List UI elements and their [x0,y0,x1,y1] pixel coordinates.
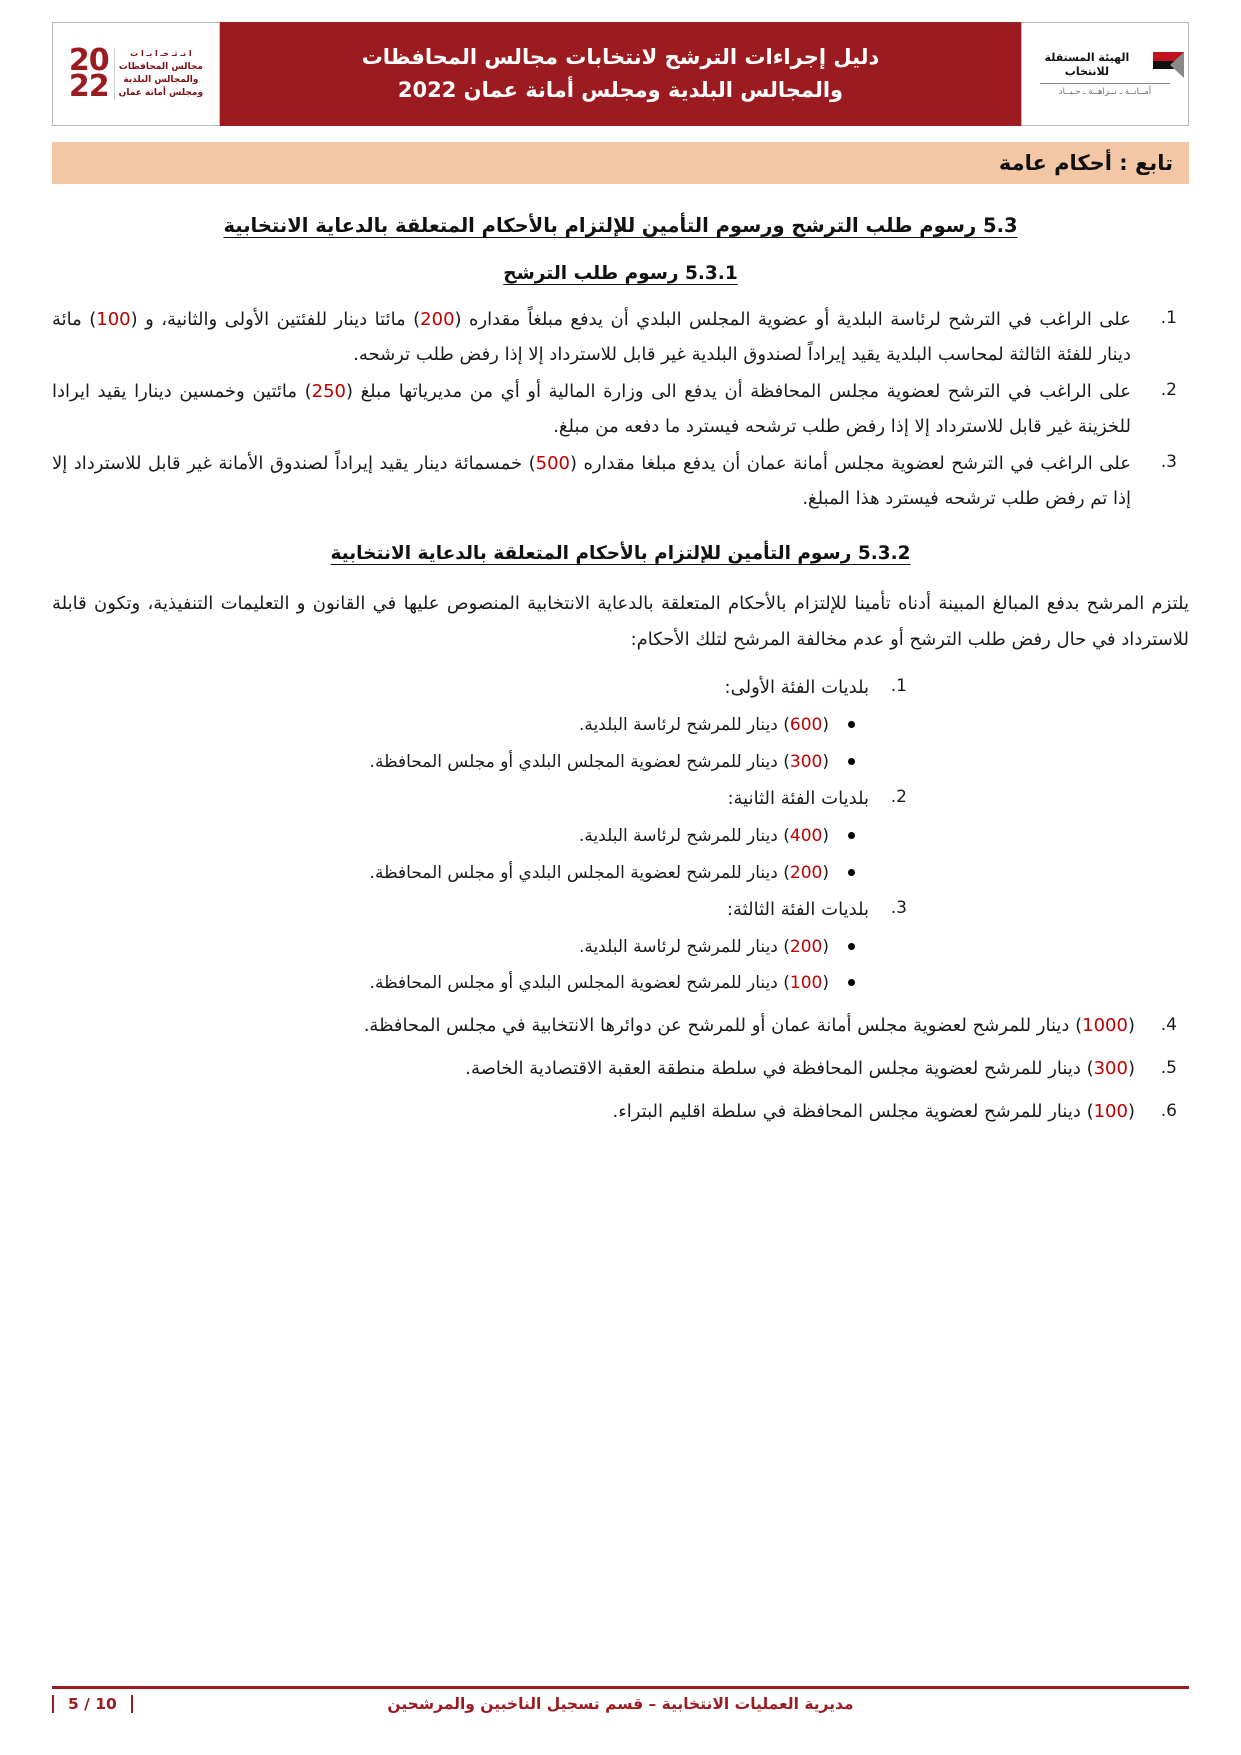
bullet-text: ) دينار للمرشح لرئاسة البلدية. [578,936,790,957]
list-item [52,1051,1135,1088]
bullet-text: ) دينار للمرشح لرئاسة البلدية. [578,826,790,847]
paren-open: ( [1127,1057,1135,1079]
bullet-text: ) دينار للمرشح لعضوية المجلس البلدي أو مجلس المحافظة. [369,751,790,772]
item-text-part: على الراغب في الترشح لرئاسة البلدية أو عضوية المجلس البلدي أن يدفع مبلغاً مقداره ( [454,309,1132,330]
page-header [52,22,1189,126]
item-text-part: على الراغب في الترشح لعضوية مجلس المحافظة أن يدفع الى وزارة المالية أو أي من مديرياتها مبلغ ( [346,381,1132,403]
category-bullets [52,707,869,780]
paren-open: ( [822,826,829,847]
paragraph-532: يلتزم المرشح بدفع المبالغ المبينة أدناه تأمينا للإلتزام بالأحكام المتعلقة بالدعاية الانتخابية المنصوص عليها في القانون و التعليمات التنفيذية، وتكون قابلة للاسترداد في حال رفض طلب الترشح أو عدم مخالفة المرشح لتلك الأحكام: [52,592,1189,651]
item-text-part: على الراغب في الترشح لعضوية مجلس أمانة عمان أن يدفع مبلغا مقداره ( [570,453,1131,475]
stamp-line-1: مجالس المحافظات [118,61,203,72]
list-item [52,374,1135,444]
list-item [52,965,829,1002]
bullet-text: ) دينار للمرشح لعضوية المجلس البلدي أو مجلس المحافظة. [369,862,790,883]
category-label: بلديات الفئة الثالثة: [726,899,869,921]
list-item [52,818,829,855]
category-bullets [52,818,869,891]
stamp-year-top: 20 [68,43,109,79]
amount-value: 200 [789,862,823,883]
categories-list [52,669,1189,1002]
jordan-flag-icon [1153,52,1184,78]
amount-value: 500 [535,453,570,475]
paren-open: ( [1127,1015,1135,1037]
amount-value: 100 [789,973,823,994]
document-title [220,22,1021,126]
item-text-part: ) مائتين وخمسين دينارا يقيد ايرادا للخزينة غير قابل للاسترداد إلا إذا رفض طلب ترشحه فيسترد ما دفعه من مبلغ. [52,381,1131,438]
fees-list-531 [52,302,1189,517]
item-text-part: ) مائتا دينار للفئتين الأولى والثانية، و ( [130,309,421,330]
amount-value: 200 [420,309,455,330]
stamp-year [68,43,115,104]
heading-5-3-1: 5.3.1 رسوم طلب الترشح [503,263,738,284]
item-text-part: ) خمسمائة دينار يقيد إيراداً لصندوق الأمانة غير قابل للاسترداد إلا إذا تم رفض طلب ترشحه فيسترد هذا المبلغ. [52,453,1131,510]
item-text-part: ) دينار للمرشح لعضوية مجلس المحافظة في سلطة منطقة العقبة الاقتصادية الخاصة. [465,1057,1094,1079]
paren-open: ( [822,936,829,957]
bullet-text: ) دينار للمرشح لرئاسة البلدية. [578,715,790,736]
footer-divider [52,1686,1189,1689]
list-item [52,707,829,744]
list-item [52,446,1135,516]
heading-5-3: 5.3 رسوم طلب الترشح ورسوم التأمين للإلتزام بالأحكام المتعلقة بالدعاية الانتخابية [223,214,1018,237]
logo-org-name: الهيئة المستقلة للانتخاب [1044,51,1130,78]
list-item [52,891,869,1002]
amount-value: 250 [311,381,346,403]
amount-value: 1000 [1082,1015,1128,1037]
category-bullets [52,929,869,1002]
amount-value: 300 [1093,1057,1128,1079]
item-text-part: ) دينار للمرشح لعضوية مجلس أمانة عمان أو للمرشح عن دوائرها الانتخابية في مجلس المحافظة. [363,1015,1083,1037]
list-item [52,1094,1135,1131]
logo-divider [1040,83,1170,84]
title-line-1: دليل إجراءات الترشح لانتخابات مجالس المحافظات [361,45,880,70]
list-item [52,855,829,892]
footer-text: مديرية العمليات الانتخابية – قسم تسجيل الناخبين والمرشحين [387,1695,854,1713]
page-number: 5 / 10 [52,1695,133,1713]
paren-open: ( [822,751,829,772]
list-item [52,302,1135,372]
amount-value: 100 [1093,1100,1128,1122]
list-item [52,669,869,780]
list-item [52,780,869,891]
section-banner-label: تابع : أحكام عامة [998,151,1173,175]
stamp-keyword: ا نـ تـ خـ ا بـ ا ت [130,49,192,59]
amount-value: 100 [96,309,131,330]
list-item [52,1008,1135,1045]
page-footer [52,1686,1189,1713]
amount-value: 600 [789,715,823,736]
bullet-text: ) دينار للمرشح لعضوية المجلس البلدي أو مجلس المحافظة. [369,973,790,994]
paren-open: ( [822,973,829,994]
item-text-part: ) مائة دينار للفئة الثالثة لمحاسب البلدية يقيد إيراداً لصندوق البلدية غير قابل للاسترداد إلا إذا رفض طلب ترشحه. [52,309,1131,366]
paren-open: ( [822,715,829,736]
heading-5-3-2: 5.3.2 رسوم التأمين للإلتزام بالأحكام المتعلقة بالدعاية الانتخابية [330,542,911,564]
section-banner [52,142,1189,184]
paren-open: ( [822,862,829,883]
category-label: بلديات الفئة الثانية: [727,788,869,810]
paren-open: ( [1127,1100,1135,1122]
stamp-year-bottom: 22 [68,68,109,104]
stamp-text [119,48,203,100]
title-line-2: والمجالس البلدية ومجلس أمانة عمان 2022 [397,78,844,102]
amount-value: 300 [789,751,823,772]
tail-list [52,1008,1189,1131]
logo-tagline: أمــانــة ـ نــزاهــة ـ حـيــاد [1058,86,1152,97]
logo-flag-row [1026,51,1184,79]
stamp-line-3: ومجلس أمانة عمان [118,87,204,98]
item-text-part: ) دينار للمرشح لعضوية مجلس المحافظة في سلطة اقليم البتراء. [612,1100,1094,1122]
iec-logo [1021,22,1189,126]
amount-value: 200 [789,936,823,957]
elections-2022-stamp [52,22,220,126]
list-item [52,744,829,781]
stamp-line-2: والمجالس البلدية [123,74,199,85]
list-item [52,929,829,966]
category-label: بلديات الفئة الأولى: [724,677,869,699]
amount-value: 400 [789,826,823,847]
